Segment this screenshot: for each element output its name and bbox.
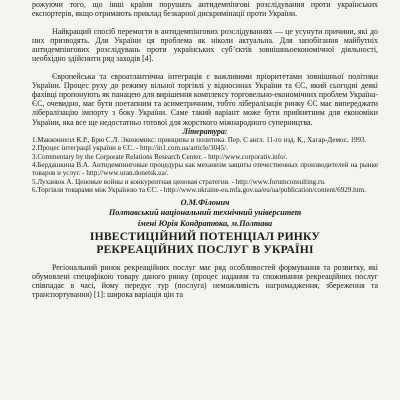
article-body: Регіональний ринок рекреаційних послуг має ряд особливостей формування та розвитку, які обумовлені специфікою товару даного ринку (процес надання та споживання рекреаційних послуг співпадає в часі, йому передує тур (послуга) неможливість нагромадження, збереження та транспортування) [1]: широка варіація цін та xyxy=(32,262,378,300)
reference-item: 2.Процес інтеграції україни в ЄС. - http://in1.com.ua/article/3045/. xyxy=(32,144,229,153)
reference-item: 4.Бердашкина В.А. Антидемпинговые процедуры как механизм защиты отечественных производителей на рынке товаров и услуг. - http://www.uran.donetsk.ua/. xyxy=(32,161,378,178)
reference-list xyxy=(32,136,378,194)
paragraph-1: рожуючи того, що інші країни порушать антидемпінгові розслідування проти українських експортерів, якщо отримають приклад безкарної дискримінації проти України. xyxy=(32,0,378,19)
reference-item: 5.Луханюк А. Ценовые войны и конкурентная ценовая стратегия. - http://www.forumconsulting.ru. xyxy=(32,177,326,186)
literature-heading: Література: xyxy=(182,126,228,136)
article-title-line-2: РЕКРЕАЦІЙНИХ ПОСЛУГ В УКРАЇНІ xyxy=(96,243,314,257)
article-author: О.М.Філонич xyxy=(180,198,230,208)
affiliation-line-2: імені Юрія Кондратюка, м.Полтава xyxy=(137,218,273,228)
article-title-line-1: ІНВЕСТИЦІЙНИЙ ПОТЕНЦІАЛ РИНКУ xyxy=(89,229,321,243)
paragraph-2: Найкращий спосіб перемогти в антидемпінгових розслідуваннях — це усунути причини, які до них призводять. Для України ця проблема як ніколи актуальна. Для запобігання майбутніх антидемпінгових розслідувань проти українських суб’єктів зовнішньоекономічної діяльності, необхідно здійснити ряд заходів [4]. xyxy=(32,27,378,64)
reference-item: 3.Commentary by the Corporate Relations Research Center. - http://www.corporativ.info/. xyxy=(32,152,288,161)
article-title xyxy=(32,230,378,257)
reference-item: 6.Торгівля товарами між Україною та ЄС. - http://www.ukraine-eu.mfa.gov.ua/eu/ua/publication/content/6929.htm. xyxy=(32,186,366,195)
paragraph-3: Європейська та євроатлантична інтеграція є важливими пріоритетами зовнішньої політики України. Процес руху до режиму вільної торгівлі у відносинах України та ЄС, який сьогодні деякі фахівці пропонують як панацею для вирішення комплексу торговельно-економічних проблем Україна-ЄС, очевидно, має бути поетапним та асиметричним, тобто лібералізація ринку ЄС має випереджати лібералізацію імпорту з боку України. Саме такий варіант може бути прийнятним для економіки України, яка все ще недостатньо готової для жорсткого міжнародного суперництва. xyxy=(32,72,378,127)
blank-line xyxy=(32,63,378,72)
blank-line xyxy=(32,18,378,27)
reference-item: 1.Макконнелл К.Р., Брю С.Л. Экономикс: принципы и политика. Пер. С англ. 11-го изд. К., Хагар-Демос, 1993. xyxy=(32,135,367,144)
affiliation-line-1: Полтавський національний технічний університет xyxy=(108,208,302,218)
